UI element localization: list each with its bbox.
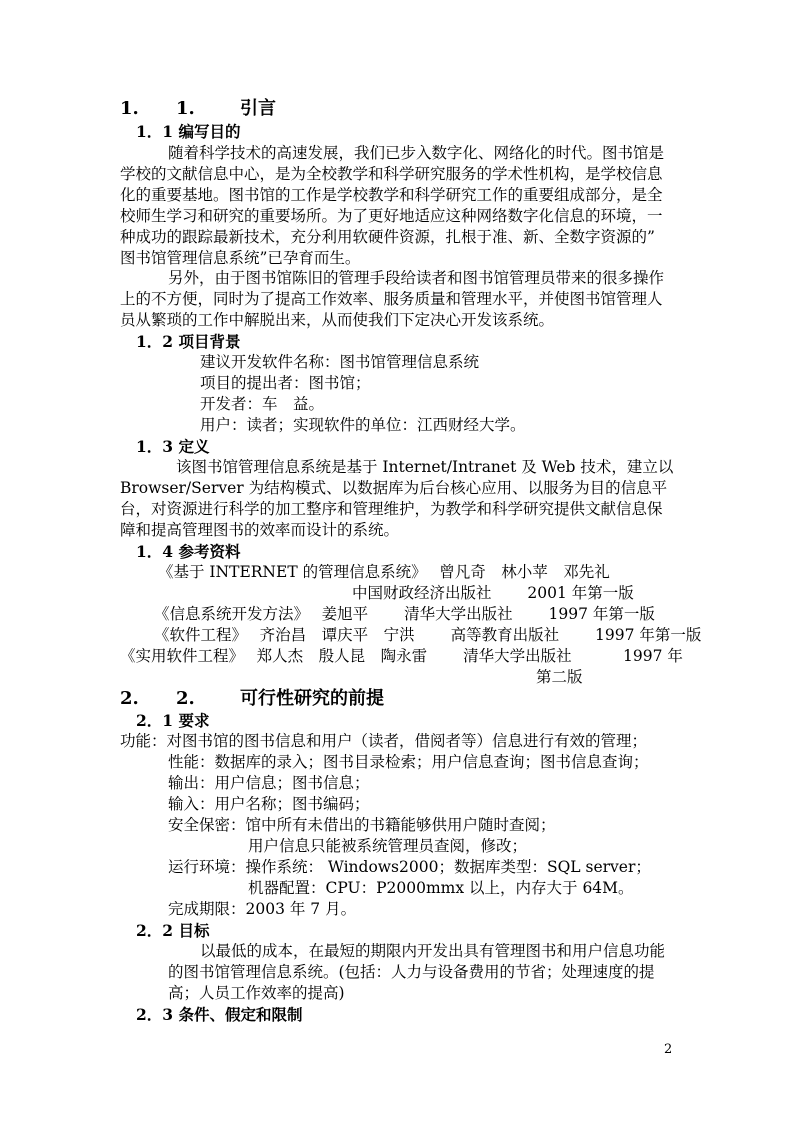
reference-line: 《信息系统开发方法》 姜旭平 清华大学出版社 1997 年第一版: [154, 605, 655, 623]
section-1-title: 引言: [240, 98, 276, 119]
background-line: 用户：读者；实现软件的单位：江西财经大学。: [200, 416, 526, 434]
definition-line: 台，对资源进行科学的加工整序和管理维护，为教学和科学研究提供文献信息保: [120, 500, 663, 518]
goal-line: 高；人员工作效率的提高): [168, 984, 345, 1002]
heading-2-2: 2．2 目标: [136, 921, 210, 940]
goal-line: 的图书馆管理信息系统。(包括：人力与设备费用的节省；处理速度的提: [168, 963, 655, 981]
requirement-line: 安全保密：馆中所有未借出的书籍能够供用户随时查阅；: [168, 816, 556, 834]
section-1-number: 1.: [120, 98, 139, 119]
reference-line: 中国财政经济出版社 2001 年第一版: [352, 584, 634, 602]
definition-line: Browser/Server 为结构模式、以数据库为后台核心应用、以服务为目的信息平: [120, 479, 668, 497]
para-2-line: 另外，由于图书馆陈旧的管理手段给读者和图书馆管理员带来的很多操作: [168, 269, 665, 287]
para-1-line: 图书馆管理信息系统”已孕育而生。: [120, 249, 361, 267]
para-1-line: 校师生学习和研究的重要场所。为了更好地适应这种网络数字化信息的环境，一: [120, 207, 663, 225]
heading-1-3: 1．3 定义: [136, 437, 210, 456]
background-line: 开发者：车 益。: [200, 395, 325, 413]
requirement-line: 机器配置：CPU：P2000mmx 以上，内存大于 64M。: [248, 879, 634, 897]
requirement-line: 功能：对图书馆的图书信息和用户（读者，借阅者等）信息进行有效的管理；: [120, 732, 648, 750]
heading-1-4: 1．4 参考资料: [136, 542, 241, 561]
heading-1-1: 1．1 编写目的: [136, 122, 241, 141]
reference-line: 第二版: [536, 668, 583, 686]
reference-line: 《实用软件工程》 郑人杰 殷人昆 陶永雷 清华大学出版社 1997 年: [120, 647, 683, 665]
reference-line: 《软件工程》 齐治昌 谭庆平 宁洪 高等教育出版社 1997 年第一版: [154, 626, 702, 644]
goal-line: 以最低的成本，在最短的期限内开发出具有管理图书和用户信息功能: [200, 942, 666, 960]
background-line: 项目的提出者：图书馆；: [200, 374, 371, 392]
page-number: 2: [664, 1042, 673, 1057]
heading-2-3: 2．3 条件、假定和限制: [136, 1005, 303, 1024]
section-2-number-repeat: 2.: [176, 688, 195, 709]
requirement-line: 输入：用户名称；图书编码；: [168, 795, 370, 813]
background-line: 建议开发软件名称：图书馆管理信息系统: [200, 353, 480, 371]
heading-1-2: 1．2 项目背景: [136, 332, 241, 351]
requirement-line: 性能：数据库的录入；图书目录检索；用户信息查询；图书信息查询；: [168, 753, 649, 771]
reference-line: 《基于 INTERNET 的管理信息系统》 曾凡奇 林小苹 邓先礼: [158, 563, 610, 581]
section-2-number: 2.: [120, 688, 139, 709]
section-1-number-repeat: 1.: [176, 98, 195, 119]
definition-line: 该图书馆管理信息系统是基于 Internet/Intranet 及 Web 技术，建立以: [176, 458, 674, 476]
requirement-line: 运行环境：操作系统： Windows2000；数据库类型：SQL server；: [168, 858, 651, 876]
para-2-line: 员从繁琐的工作中解脱出来，从而使我们下定决心开发该系统。: [120, 311, 555, 329]
requirement-line: 用户信息只能被系统管理员查阅，修改；: [248, 837, 528, 855]
section-2-title: 可行性研究的前提: [240, 688, 384, 709]
heading-2-1: 2．1 要求: [136, 711, 210, 730]
definition-line: 障和提高管理图书的效率而设计的系统。: [120, 521, 400, 539]
para-1-line: 学校的文献信息中心，是为全校教学和科学研究服务的学术性机构，是学校信息: [120, 165, 663, 183]
para-1-line: 随着科学技术的高速发展，我们已步入数字化、网络化的时代。图书馆是: [168, 144, 665, 162]
requirement-line: 完成期限：2003 年 7 月。: [168, 900, 357, 918]
requirement-line: 输出：用户信息；图书信息；: [168, 774, 370, 792]
para-2-line: 上的不方便，同时为了提高工作效率、服务质量和管理水平，并使图书馆管理人: [120, 290, 663, 308]
para-1-line: 化的重要基地。图书馆的工作是学校教学和科学研究工作的重要组成部分，是全: [120, 186, 663, 204]
para-1-line: 种成功的跟踪最新技术，充分利用软硬件资源，扎根于准、新、全数字资源的”: [120, 228, 655, 246]
